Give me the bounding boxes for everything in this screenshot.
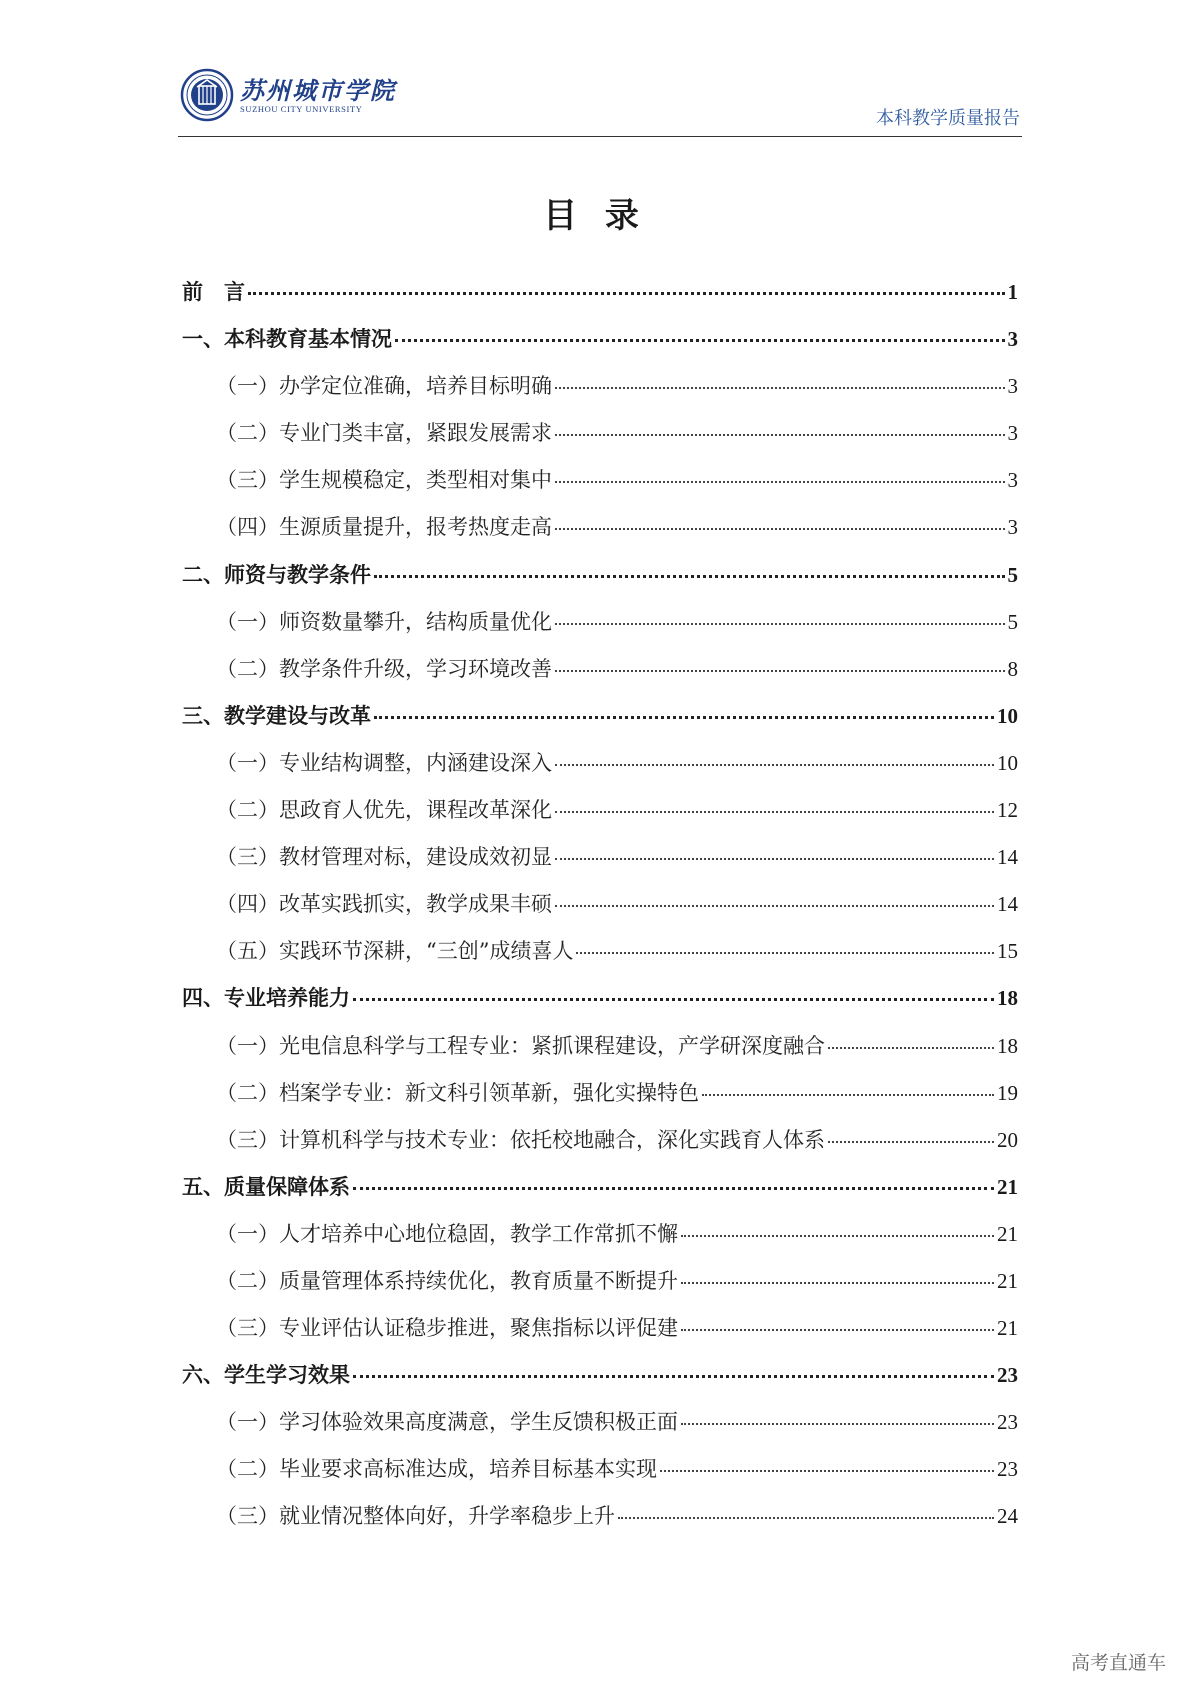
toc-section-entry[interactable] — [182, 464, 1018, 511]
toc-dot-leader — [374, 715, 994, 719]
toc-entry-label: （三）专业评估认证稳步推进，聚焦指标以评促建 — [216, 1316, 678, 1341]
university-name-cn: 苏州城市学院 — [240, 76, 396, 105]
toc-section-entry[interactable] — [182, 1453, 1018, 1500]
toc-dot-leader — [555, 763, 994, 766]
toc-dot-leader — [555, 857, 994, 860]
toc-dot-leader — [618, 1516, 994, 1519]
toc-page-number: 10 — [997, 703, 1018, 728]
toc-section-entry[interactable] — [182, 1077, 1018, 1124]
toc-page-number: 21 — [997, 1221, 1018, 1246]
toc-dot-leader — [353, 997, 994, 1001]
toc-entry-label: （二）教学条件升级，学习环境改善 — [216, 656, 552, 681]
toc-dot-leader — [555, 622, 1005, 625]
toc-dot-leader — [555, 433, 1005, 436]
toc-page-number: 21 — [997, 1174, 1018, 1199]
toc-chapter-entry[interactable] — [182, 559, 1018, 606]
toc-page-number: 19 — [997, 1080, 1018, 1105]
toc-page-number: 3 — [1007, 515, 1018, 540]
toc-entry-label: （三）教材管理对标，建设成效初显 — [216, 845, 552, 870]
toc-dot-leader — [660, 1469, 994, 1472]
university-logo-text — [240, 78, 396, 114]
toc-dot-leader — [702, 1093, 994, 1096]
university-seal-icon — [180, 68, 234, 122]
toc-section-entry[interactable] — [182, 370, 1018, 417]
toc-section-entry[interactable] — [182, 888, 1018, 935]
toc-chapter-entry[interactable] — [182, 276, 1018, 323]
toc-dot-leader — [555, 904, 994, 907]
toc-dot-leader — [353, 1374, 994, 1378]
toc-section-entry[interactable] — [182, 794, 1018, 841]
table-of-contents — [182, 276, 1018, 1548]
page-header — [178, 62, 1022, 137]
toc-section-entry[interactable] — [182, 1500, 1018, 1547]
watermark-text: 高考直通车 — [1070, 1652, 1166, 1674]
toc-entry-label: （四）改革实践抓实，教学成果丰硕 — [216, 892, 552, 917]
toc-page-number: 1 — [1007, 280, 1018, 304]
toc-page-number: 14 — [997, 845, 1018, 870]
toc-page-number: 12 — [997, 798, 1018, 823]
toc-entry-label: （三）计算机科学与技术专业：依托校地融合，深化实践育人体系 — [216, 1127, 825, 1152]
toc-entry-label: 六、学生学习效果 — [182, 1363, 350, 1388]
toc-entry-label: （一）办学定位准确，培养目标明确 — [216, 374, 552, 399]
toc-section-entry[interactable] — [182, 1312, 1018, 1359]
toc-entry-label: （二）专业门类丰富，紧跟发展需求 — [216, 421, 552, 446]
toc-entry-label: （三）就业情况整体向好，升学率稳步上升 — [216, 1504, 615, 1529]
toc-page-number: 23 — [997, 1363, 1018, 1388]
toc-entry-label: （一）师资数量攀升，结构质量优化 — [216, 609, 552, 634]
toc-section-entry[interactable] — [182, 511, 1018, 558]
toc-dot-leader — [555, 527, 1005, 530]
toc-page-number: 18 — [997, 986, 1018, 1011]
toc-entry-label: （四）生源质量提升，报考热度走高 — [216, 515, 552, 540]
toc-entry-label: （一）学习体验效果高度满意，学生反馈积极正面 — [216, 1410, 678, 1435]
page-title: 目 录 — [543, 196, 647, 236]
toc-dot-leader — [681, 1281, 994, 1284]
toc-section-entry[interactable] — [182, 1124, 1018, 1171]
university-name-en: SUZHOU CITY UNIVERSITY — [240, 104, 363, 114]
toc-page-number: 18 — [997, 1033, 1018, 1058]
toc-page-number: 8 — [1007, 656, 1018, 681]
toc-entry-label: （一）光电信息科学与工程专业：紧抓课程建设，产学研深度融合 — [216, 1033, 825, 1058]
toc-dot-leader — [555, 386, 1005, 389]
toc-dot-leader — [828, 1140, 994, 1143]
toc-dot-leader — [576, 951, 994, 954]
toc-entry-label: 五、质量保障体系 — [182, 1174, 350, 1199]
toc-entry-label: 二、师资与教学条件 — [182, 562, 371, 587]
toc-page-number: 21 — [997, 1268, 1018, 1293]
toc-entry-label: 四、专业培养能力 — [182, 986, 350, 1011]
toc-section-entry[interactable] — [182, 653, 1018, 700]
toc-page-number: 20 — [997, 1127, 1018, 1152]
toc-entry-label: （二）档案学专业：新文科引领革新，强化实操特色 — [216, 1080, 699, 1105]
toc-dot-leader — [681, 1422, 994, 1425]
toc-dot-leader — [353, 1186, 994, 1190]
toc-page-number: 24 — [997, 1504, 1018, 1529]
toc-chapter-entry[interactable] — [182, 982, 1018, 1029]
toc-page-number: 23 — [997, 1410, 1018, 1435]
toc-section-entry[interactable] — [182, 935, 1018, 982]
toc-section-entry[interactable] — [182, 1030, 1018, 1077]
toc-entry-label: （一）人才培养中心地位稳固，教学工作常抓不懈 — [216, 1221, 678, 1246]
toc-page-number: 14 — [997, 892, 1018, 917]
toc-chapter-entry[interactable] — [182, 700, 1018, 747]
toc-section-entry[interactable] — [182, 1265, 1018, 1312]
toc-dot-leader — [681, 1234, 994, 1237]
toc-dot-leader — [681, 1328, 994, 1331]
toc-dot-leader — [374, 574, 1005, 578]
toc-entry-label: （二）思政育人优先，课程改革深化 — [216, 798, 552, 823]
toc-chapter-entry[interactable] — [182, 1171, 1018, 1218]
toc-entry-label: （三）学生规模稳定，类型相对集中 — [216, 468, 552, 493]
toc-page-number: 3 — [1007, 468, 1018, 493]
toc-page-number: 3 — [1007, 374, 1018, 399]
toc-dot-leader — [395, 338, 1005, 342]
toc-chapter-entry[interactable] — [182, 323, 1018, 370]
toc-section-entry[interactable] — [182, 747, 1018, 794]
toc-section-entry[interactable] — [182, 1406, 1018, 1453]
toc-dot-leader — [555, 480, 1005, 483]
toc-entry-label: 前 言 — [182, 280, 245, 304]
toc-entry-label: （一）专业结构调整，内涵建设深入 — [216, 750, 552, 775]
toc-page-number: 21 — [997, 1316, 1018, 1341]
report-title: 本科教学质量报告 — [876, 108, 1020, 129]
toc-page-number: 5 — [1007, 609, 1018, 634]
toc-page-number: 23 — [997, 1457, 1018, 1482]
toc-page-number: 3 — [1007, 327, 1018, 352]
toc-section-entry[interactable] — [182, 841, 1018, 888]
toc-dot-leader — [555, 669, 1005, 672]
toc-page-number: 5 — [1007, 562, 1018, 587]
toc-entry-label: （二）毕业要求高标准达成，培养目标基本实现 — [216, 1457, 657, 1482]
toc-dot-leader — [828, 1046, 994, 1049]
toc-page-number: 3 — [1007, 421, 1018, 446]
toc-dot-leader — [555, 810, 994, 813]
toc-entry-label: （二）质量管理体系持续优化，教育质量不断提升 — [216, 1268, 678, 1293]
toc-section-entry[interactable] — [182, 417, 1018, 464]
toc-entry-label: 一、本科教育基本情况 — [182, 327, 392, 352]
toc-page-number: 15 — [997, 939, 1018, 964]
toc-dot-leader — [248, 291, 1005, 295]
toc-section-entry[interactable] — [182, 1218, 1018, 1265]
toc-entry-label: （五）实践环节深耕，“三创”成绩喜人 — [216, 939, 574, 964]
toc-entry-label: 三、教学建设与改革 — [182, 703, 371, 728]
toc-section-entry[interactable] — [182, 606, 1018, 653]
toc-chapter-entry[interactable] — [182, 1359, 1018, 1406]
toc-page-number: 10 — [997, 750, 1018, 775]
